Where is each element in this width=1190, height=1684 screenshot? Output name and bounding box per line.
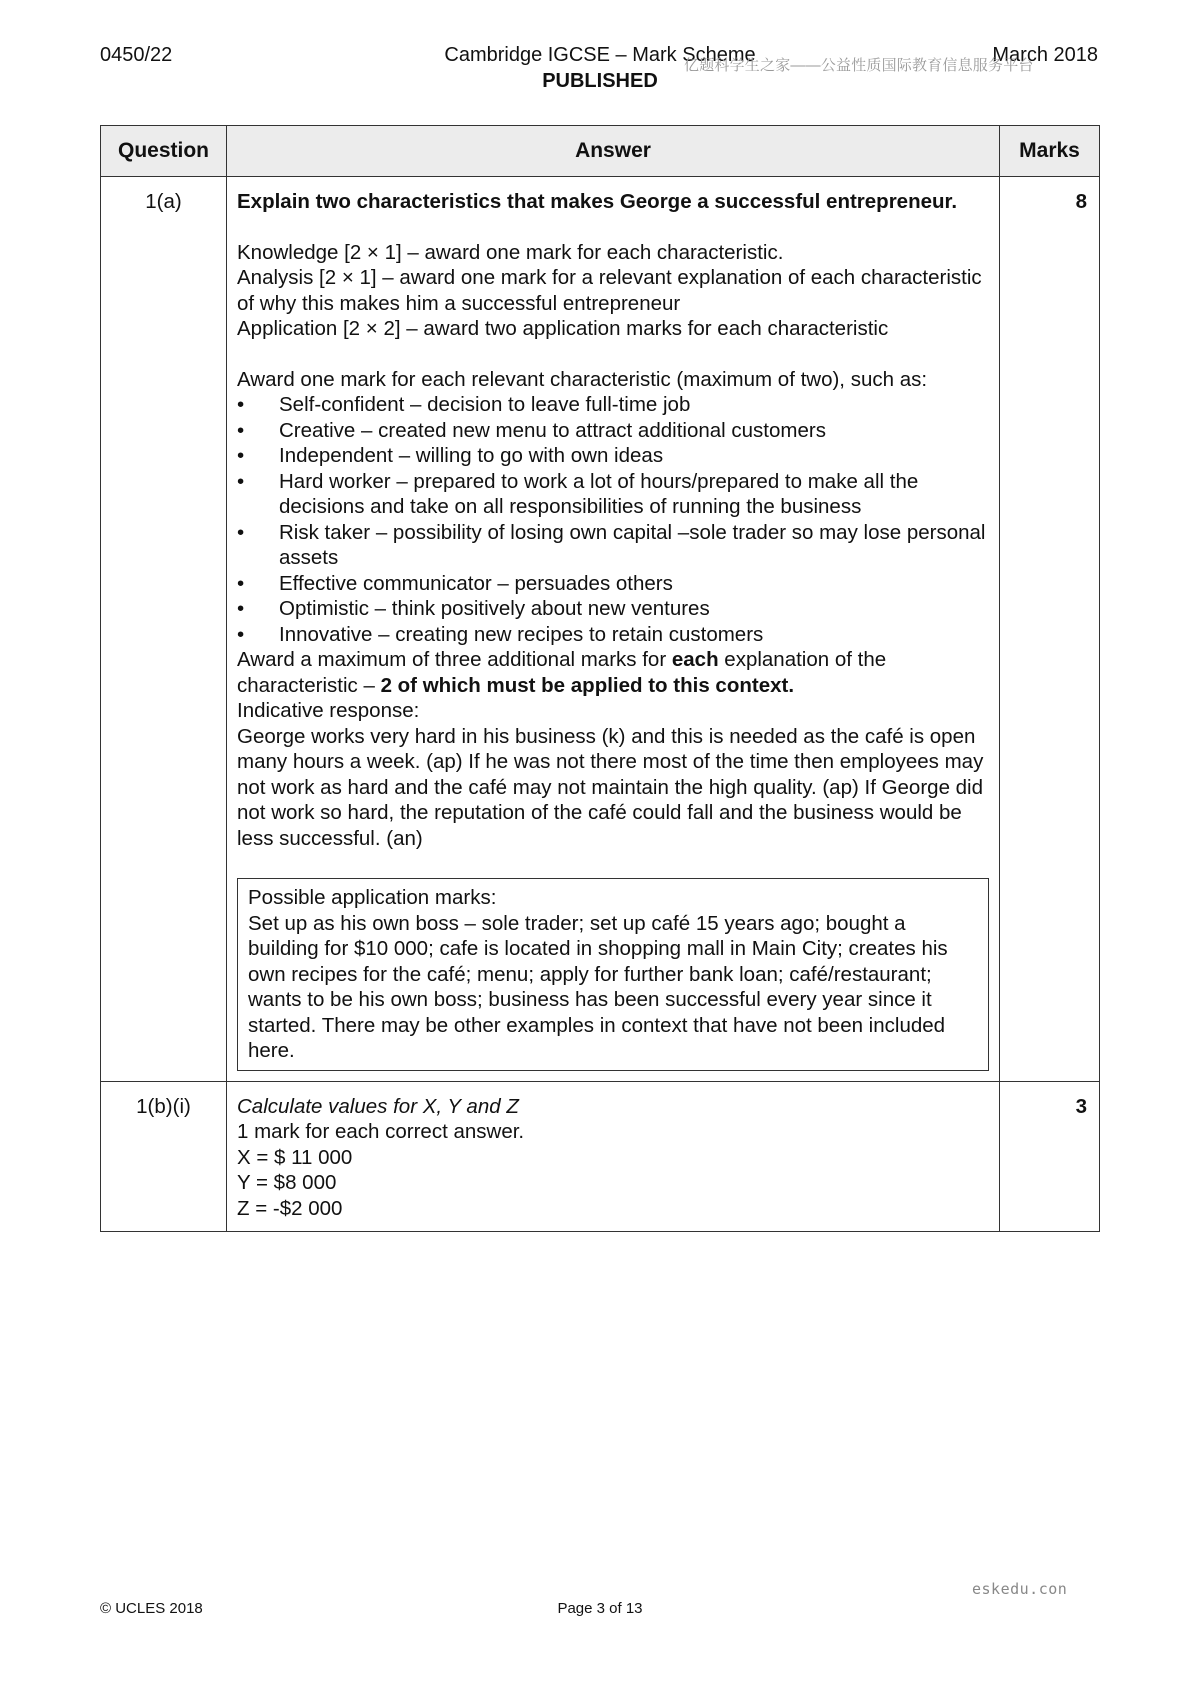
answer-line: X = $ 11 000 bbox=[237, 1145, 353, 1169]
document-title: Cambridge IGCSE – Mark Scheme bbox=[444, 44, 756, 66]
answer-line: Y = $8 000 bbox=[237, 1171, 337, 1194]
list-item: • Self-confident – decision to leave full-time job bbox=[237, 392, 989, 418]
characteristics-list bbox=[237, 392, 989, 647]
criteria-line: Analysis [2 × 1] – award one mark for a relevant explanation of each characteristic of why this makes him a successful entrepreneur bbox=[237, 266, 982, 315]
marks-value: 3 bbox=[1000, 1081, 1100, 1232]
copyright: © UCLES 2018 bbox=[100, 1600, 203, 1617]
award-intro: Award one mark for each relevant characteristic (maximum of two), such as: bbox=[237, 367, 928, 391]
table-row bbox=[101, 1081, 1100, 1232]
mark-scheme-table bbox=[100, 125, 1100, 1232]
list-item: • Innovative – creating new recipes to retain customers bbox=[237, 622, 989, 648]
question-number: 1(a) bbox=[101, 177, 227, 1082]
list-item: • Independent – willing to go with own ideas bbox=[237, 443, 989, 469]
table-row bbox=[101, 177, 1100, 1082]
indicative-label: Indicative response: bbox=[237, 699, 420, 722]
additional-marks-note: Award a maximum of three additional marks for each explanation of the characteristic – 2 of which must be applied to this context. bbox=[237, 648, 887, 697]
column-header-question: Question bbox=[101, 126, 227, 177]
list-item: • Hard worker – prepared to work a lot of hours/prepared to make all the decisions and take on all responsibilities of running the business bbox=[237, 469, 989, 520]
list-item: • Risk taker – possibility of losing own capital –sole trader so may lose personal assets bbox=[237, 520, 989, 571]
criteria-line: Knowledge [2 × 1] – award one mark for each characteristic. bbox=[237, 240, 784, 264]
criteria-line: Application [2 × 2] – award two application marks for each characteristic bbox=[237, 317, 889, 340]
answer-cell bbox=[227, 1081, 1000, 1232]
box-text: Set up as his own boss – sole trader; set up café 15 years ago; bought a building for $10 000; cafe is located in shopping mall in Main City; creates his own recipes for the café; menu; apply for further bank loan; café/restaurant; wants to be his own boss; business has been successful every year since it started. There may be other examples in context that have not been included here. bbox=[248, 911, 948, 1062]
question-number: 1(b)(i) bbox=[101, 1081, 227, 1232]
marks-value: 8 bbox=[1000, 177, 1100, 1082]
document-date: March 2018 bbox=[992, 44, 1098, 66]
question-stem: Explain two characteristics that makes George a successful entrepreneur. bbox=[237, 190, 958, 213]
table-header-row bbox=[101, 126, 1100, 177]
column-header-marks: Marks bbox=[1000, 126, 1100, 177]
indicative-response: George works very hard in his business (k) and this is needed as the café is open many hours a week. (ap) If he was not there most of the time then employees may not work as hard and the café may not maintain the high quality. (ap) If George did not work so hard, the reputation of the café could fall and the business would be less successful. (an) bbox=[237, 724, 984, 850]
document-code: 0450/22 bbox=[100, 44, 173, 66]
list-item: • Optimistic – think positively about new ventures bbox=[237, 596, 989, 622]
list-item: • Creative – created new menu to attract additional customers bbox=[237, 418, 989, 444]
page-number: Page 3 of 13 bbox=[557, 1600, 643, 1617]
publication-status: PUBLISHED bbox=[542, 70, 658, 92]
answer-cell bbox=[227, 177, 1000, 1082]
column-header-answer: Answer bbox=[227, 126, 1000, 177]
question-stem: Calculate values for X, Y and Z bbox=[237, 1094, 519, 1118]
list-item: • Effective communicator – persuades others bbox=[237, 571, 989, 597]
application-marks-box bbox=[237, 878, 989, 1071]
answer-line: 1 mark for each correct answer. bbox=[237, 1120, 525, 1143]
box-title: Possible application marks: bbox=[248, 886, 497, 909]
header-watermark: 亿题科学生之家——公益性质国际教育信息服务平台 bbox=[684, 57, 1034, 74]
footer-watermark: eskedu.con bbox=[972, 1580, 1068, 1598]
answer-line: Z = -$2 000 bbox=[237, 1196, 343, 1220]
